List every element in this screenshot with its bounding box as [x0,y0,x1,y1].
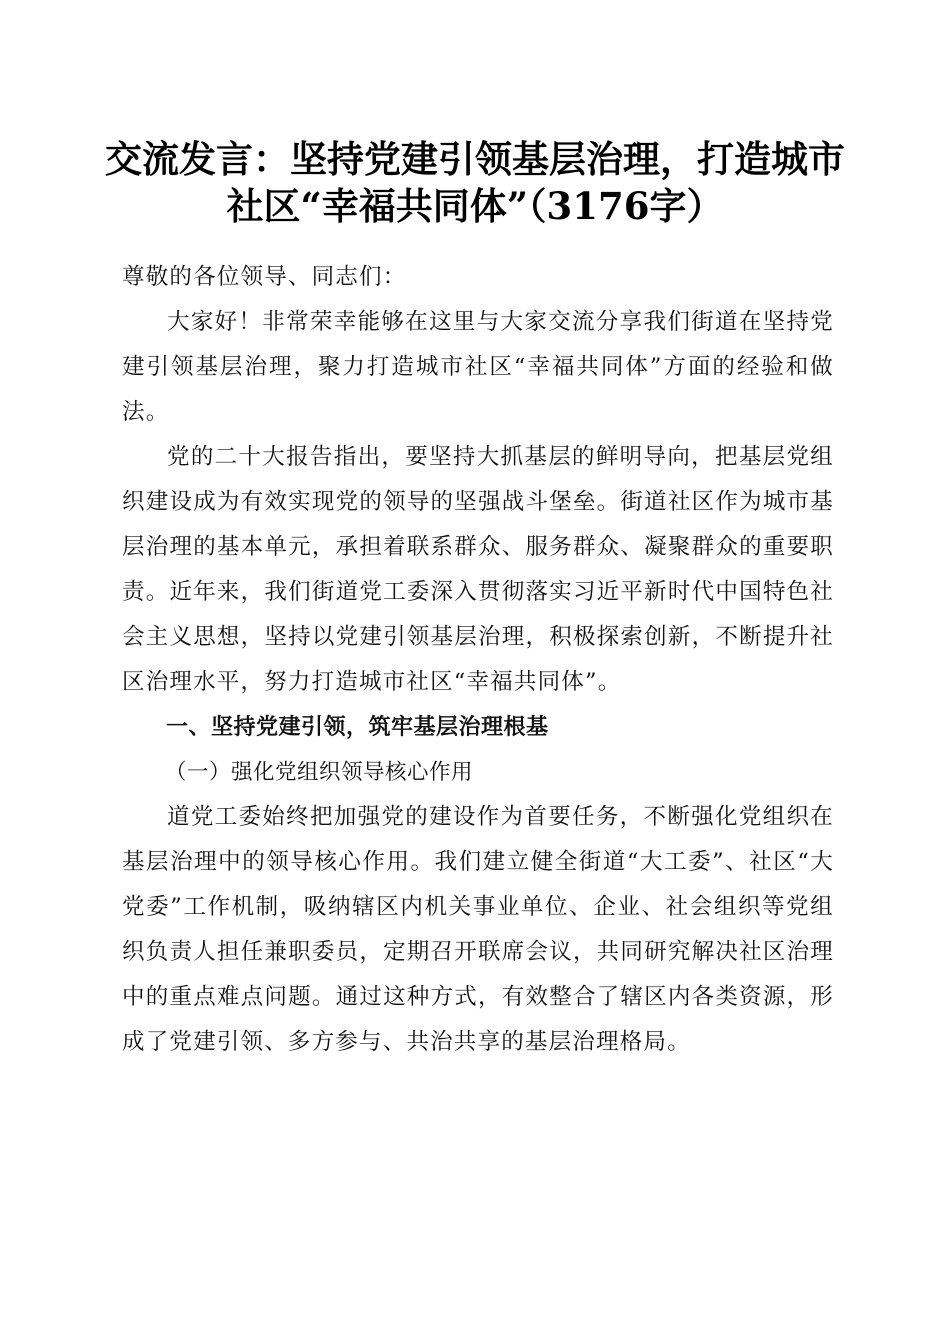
paragraph-party-leadership: 道党工委始终把加强党的建设作为首要任务，不断强化党组织在基层治理中的领导核心作用。我们建立健全街道“大工委”、社区“大党委”工作机制，吸纳辖区内机关事业单位、企业、社会组织等党组织负责人担任兼职委员，定期召开联席会议，共同研究解决社区治理中的重点难点问题。通过这种方式，有效整合了辖区内各类资源，形成了党建引领、多方参与、共治共享的基层治理格局。 [122,804,834,1055]
title-line-2: 社区“幸福共同体”（3176字） [226,184,724,228]
subsection-heading-1: （一）强化党组织领导核心作用 [165,760,474,785]
salutation: 尊敬的各位领导、同志们： [122,264,407,290]
section-heading-1: 一、坚持党建引领，筑牢基层治理根基 [166,715,549,740]
paragraph-background: 党的二十大报告指出，要坚持大抓基层的鲜明导向，把基层党组织建设成为有效实现党的领导的坚强战斗堡垒。街道社区作为城市基层治理的基本单元，承担着联系群众、服务群众、凝聚群众的重要职责。近年来，我们街道党工委深入贯彻落实习近平新时代中国特色社会主义思想，坚持以党建引领基层治理，积极探索创新，不断提升社区治理水平，努力打造城市社区“幸福共同体”。 [122,444,834,695]
paragraph-greeting: 大家好！非常荣幸能够在这里与大家交流分享我们街道在坚持党建引领基层治理，聚力打造城市社区“幸福共同体”方面的经验和做法。 [122,309,834,425]
document-title [100,136,850,230]
title-line-1: 交流发言：坚持党建引领基层治理，打造城市 [105,137,845,181]
document-body [122,255,834,1065]
